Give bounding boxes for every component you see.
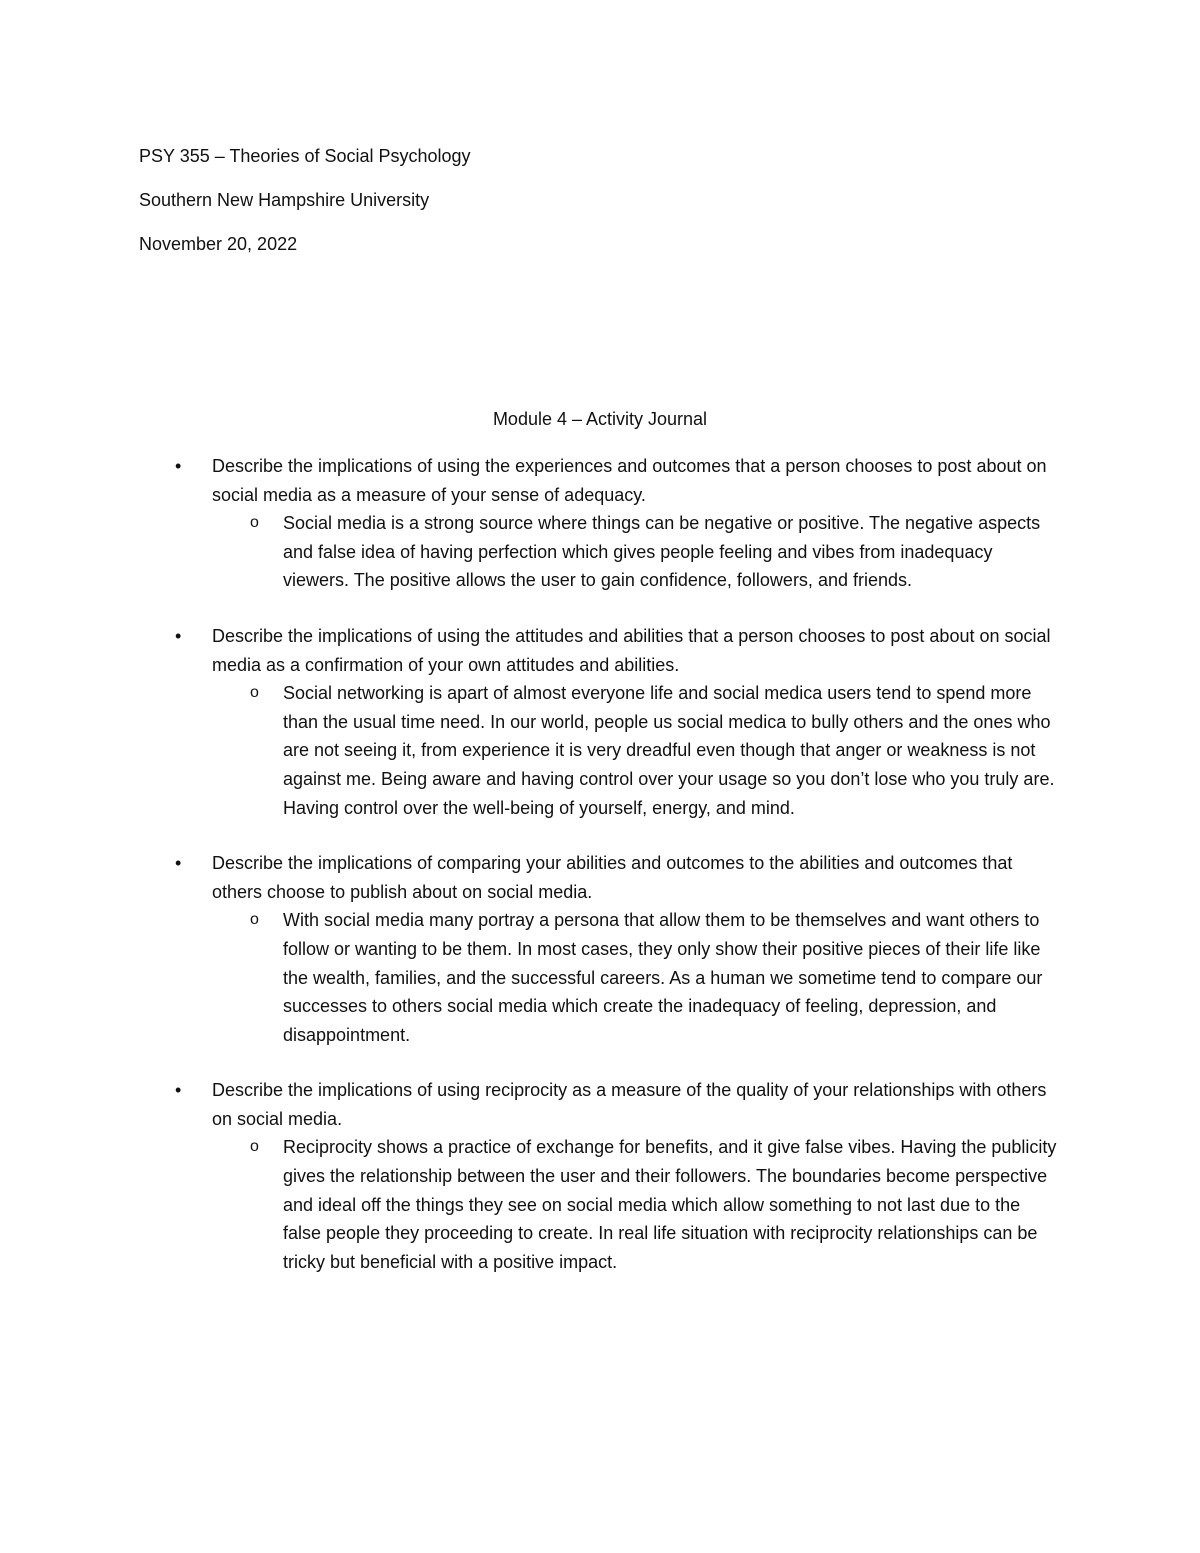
document-title: Module 4 – Activity Journal: [492, 409, 708, 429]
journal-item: [0, 622, 1200, 822]
question-text: [0, 1076, 1062, 1133]
question-label: Describe the implications of using the attitudes and abilities that a person chooses to post about on social media as a confirmation of your own attitudes and abilities.: [212, 625, 1051, 675]
answer-text: [0, 509, 1058, 595]
answer-text: [0, 906, 1058, 1049]
question-label: Describe the implications of using the experiences and outcomes that a person chooses to post about on social media as a measure of your sense of adequacy.: [212, 456, 1047, 505]
bullet-icon: •: [175, 853, 182, 874]
answer-text: [0, 1133, 1058, 1276]
journal-list: [0, 452, 1200, 1303]
sub-bullet-icon: o: [250, 911, 259, 929]
course-line: PSY 355 – Theories of Social Psychology: [139, 146, 471, 166]
answer-label: Reciprocity shows a practice of exchange for benefits, and it give false vibes. Having the publicity gives the relationship between the user and their followers. The boundaries become perspective and ideal off the things they see on social media which allow something to not last due to the false people they proceeding to create. In real life situation with reciprocity relationships can be tricky but beneficial with a positive impact.: [283, 1137, 1057, 1272]
question-text: [0, 849, 1062, 906]
answer-label: With social media many portray a persona that allow them to be themselves and want others to follow or wanting to be them. In most cases, they only show their positive pieces of their life like the wealth, families, and the successful careers. As a human we sometime tend to compare our successes to others social media which create the inadequacy of feeling, depression, and disappointment.: [283, 910, 1043, 1045]
bullet-icon: •: [175, 1080, 182, 1101]
bullet-icon: •: [175, 456, 182, 476]
sub-bullet-icon: o: [250, 684, 259, 702]
journal-item: [0, 849, 1200, 1049]
answer-text: [0, 679, 1058, 822]
question-label: Describe the implications of using reciprocity as a measure of the quality of your relationships with others on social media.: [212, 1080, 1047, 1129]
question-label: Describe the implications of comparing your abilities and outcomes to the abilities and outcomes that others choose to publish about on social media.: [212, 853, 1013, 902]
sub-bullet-icon: o: [250, 1138, 259, 1156]
answer-label: Social media is a strong source where things can be negative or positive. The negative aspects and false idea of having perfection which gives people feeling and vibes from inadequacy viewers. The positive allows the user to gain confidence, followers, and friends.: [283, 513, 1041, 591]
date-line: November 20, 2022: [139, 234, 298, 254]
bullet-icon: •: [175, 625, 182, 646]
sub-bullet-icon: o: [250, 514, 259, 532]
journal-item: [0, 1076, 1200, 1276]
university-line: Southern New Hampshire University: [139, 190, 430, 210]
question-text: [0, 452, 1062, 509]
journal-item: [0, 452, 1200, 595]
answer-label: Social networking is apart of almost everyone life and social medica users tend to spend more than the usual time need. In our world, people us social medica to bully others and the ones who are not seeing it, from experience it is very dreadful even though that anger or weakness is not against me. Being aware and having control over your usage so you don’t lose who you truly are. Having control over the well-being of yourself, energy, and mind.: [283, 683, 1055, 818]
question-text: [0, 622, 1062, 679]
